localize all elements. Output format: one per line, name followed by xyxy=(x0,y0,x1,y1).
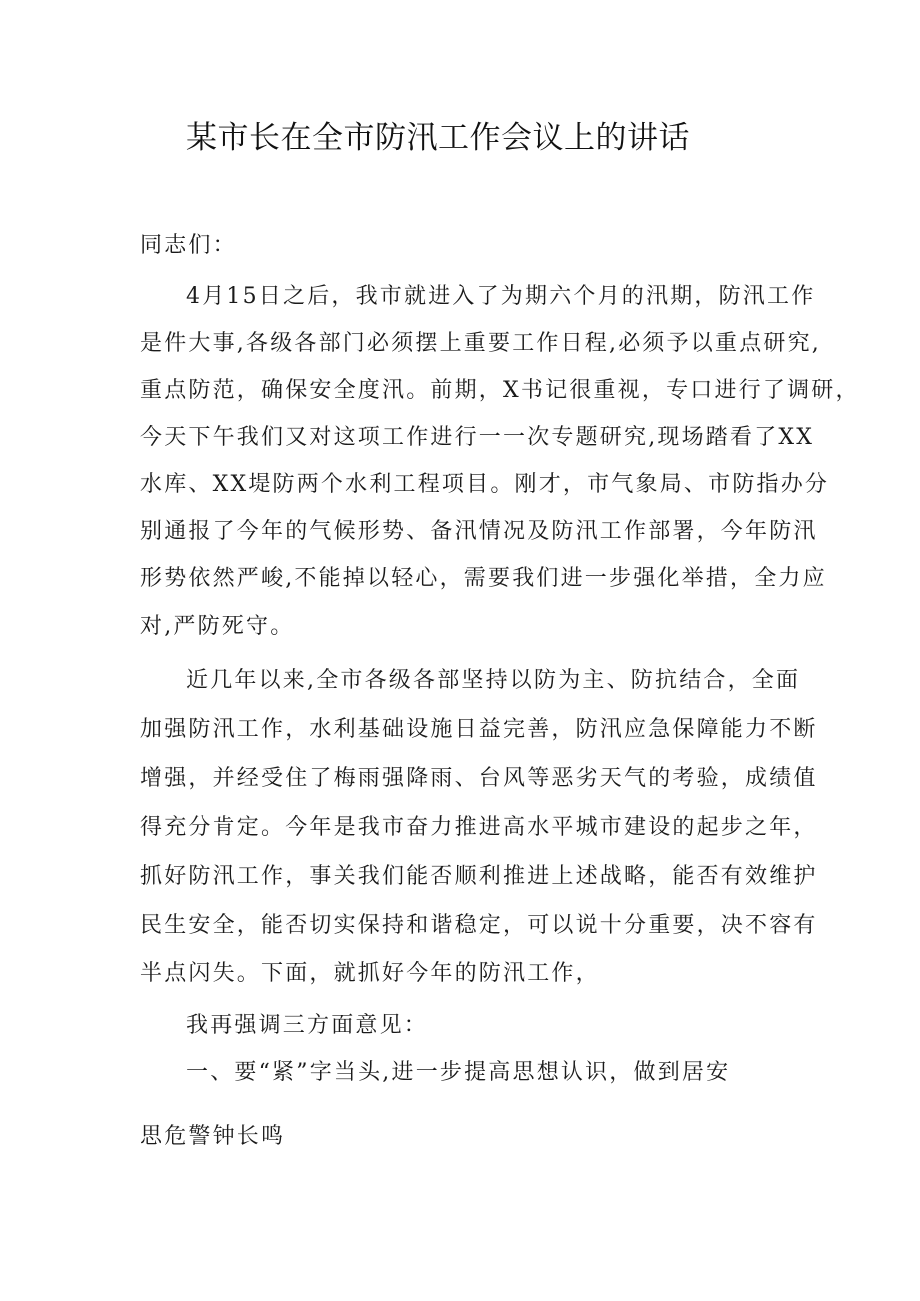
section-heading-line: 一、要“紧”字当头,进一步提高思想认识，做到居安 xyxy=(186,1060,731,1085)
paragraph-line: 抓好防汛工作，事关我们能否顺利推进上述战略，能否有效维护 xyxy=(140,864,818,889)
section-heading-line: 思危警钟长鸣 xyxy=(140,1124,286,1149)
paragraph-line: 半点闪失。下面，就抓好今年的防汛工作， xyxy=(140,961,600,986)
document-title: 某市长在全市防汛工作会议上的讲话 xyxy=(186,120,690,156)
paragraph-line: 得充分肯定。今年是我市奋力推进高水平城市建设的起步之年， xyxy=(140,815,818,840)
paragraph-line: 是件大事,各级各部门必须摆上重要工作日程,必须予以重点研究, xyxy=(140,331,821,356)
paragraph-line: 民生安全，能否切实保持和谐稳定，可以说十分重要，决不容有 xyxy=(140,913,818,938)
paragraph-line: 增强，并经受住了梅雨强降雨、台风等恶劣天气的考验，成绩值 xyxy=(140,766,818,791)
paragraph-line: 水库、XX堤防两个水利工程项目。刚才，市气象局、市防指办分 xyxy=(140,472,830,497)
paragraph-line: 我再强调三方面意见： xyxy=(186,1013,429,1038)
paragraph-line: 别通报了今年的气候形势、备汛情况及防汛工作部署，今年防汛 xyxy=(140,519,818,544)
paragraph-line: 对,严防死守。 xyxy=(140,614,295,639)
paragraph-line: 近几年以来,全市各级各部坚持以防为主、防抗结合，全面 xyxy=(186,668,801,693)
paragraph-line: 4月15日之后，我市就进入了为期六个月的汛期，防汛工作 xyxy=(186,284,816,309)
paragraph-line: 重点防范，确保安全度汛。前期，X书记很重视，专口进行了调研， xyxy=(140,378,860,403)
greeting-line: 同志们： xyxy=(140,233,237,258)
paragraph-line: 加强防汛工作，水利基础设施日益完善，防汛应急保障能力不断 xyxy=(140,717,818,742)
paragraph-line: 形势依然严峻,不能掉以轻心，需要我们进一步强化举措，全力应 xyxy=(140,566,827,591)
paragraph-line: 今天下午我们又对这项工作进行一一次专题研究,现场踏看了XX xyxy=(140,425,815,450)
